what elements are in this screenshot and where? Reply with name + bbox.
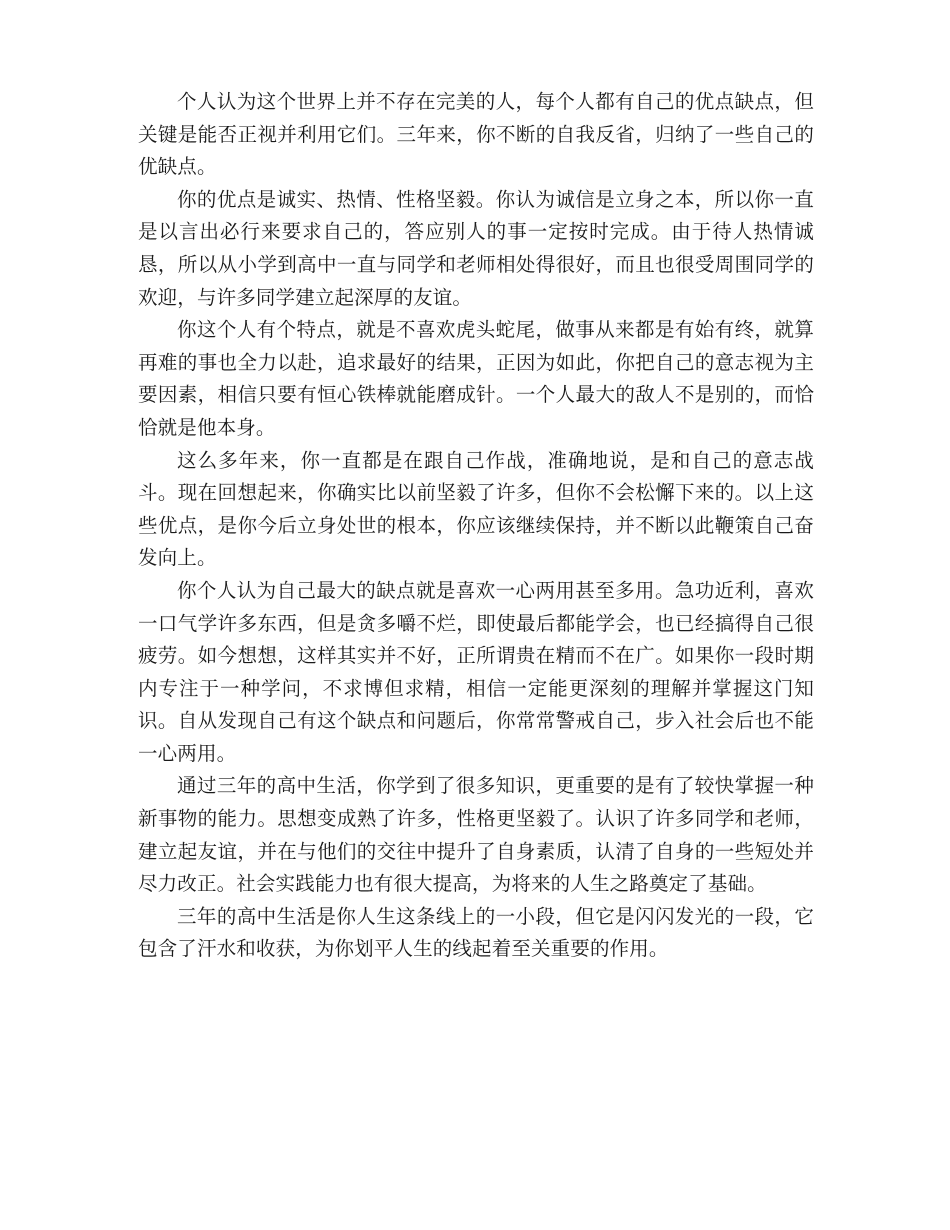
document-body <box>138 86 814 966</box>
paragraph-3: 你这个人有个特点，就是不喜欢虎头蛇尾，做事从来都是有始有终，就算再难的事也全力以赴，追求最好的结果，正因为如此，你把自己的意志视为主要因素，相信只要有恒心铁棒就能磨成针。一个人最大的敌人不是别的，而恰恰就是他本身。 <box>138 318 814 439</box>
paragraph-5: 你个人认为自己最大的缺点就是喜欢一心两用甚至多用。急功近利，喜欢一口气学许多东西，但是贪多嚼不烂，即使最后都能学会，也已经搞得自己很疲劳。如今想想，这样其实并不好，正所谓贵在精而不在广。如果你一段时期内专注于一种学问，不求博但求精，相信一定能更深刻的理解并掌握这门知识。自从发现自己有这个缺点和问题后，你常常警戒自己，步入社会后也不能一心两用。 <box>138 578 814 765</box>
paragraph-6: 通过三年的高中生活，你学到了很多知识，更重要的是有了较快掌握一种新事物的能力。思想变成熟了许多，性格更坚毅了。认识了许多同学和老师，建立起友谊，并在与他们的交往中提升了自身素质，认清了自身的一些短处并尽力改正。社会实践能力也有很大提高，为将来的人生之路奠定了基础。 <box>138 774 814 896</box>
paragraph-1: 个人认为这个世界上并不存在完美的人，每个人都有自己的优点缺点，但关键是能否正视并利用它们。三年来，你不断的自我反省，归纳了一些自己的优缺点。 <box>138 90 814 179</box>
paragraph-7: 三年的高中生活是你人生这条线上的一小段，但它是闪闪发光的一段，它包含了汗水和收获，为你划平人生的线起着至关重要的作用。 <box>138 904 814 961</box>
paragraph-2: 你的优点是诚实、热情、性格坚毅。你认为诚信是立身之本，所以你一直是以言出必行来要求自己的，答应别人的事一定按时完成。由于待人热情诚恳，所以从小学到高中一直与同学和老师相处得很好，而且也很受周围同学的欢迎，与许多同学建立起深厚的友谊。 <box>138 187 814 309</box>
paragraph-4: 这么多年来，你一直都是在跟自己作战，准确地说，是和自己的意志战斗。现在回想起来，你确实比以前坚毅了许多，但你不会松懈下来的。以上这些优点，是你今后立身处世的根本，你应该继续保持，并不断以此鞭策自己奋发向上。 <box>138 448 814 570</box>
